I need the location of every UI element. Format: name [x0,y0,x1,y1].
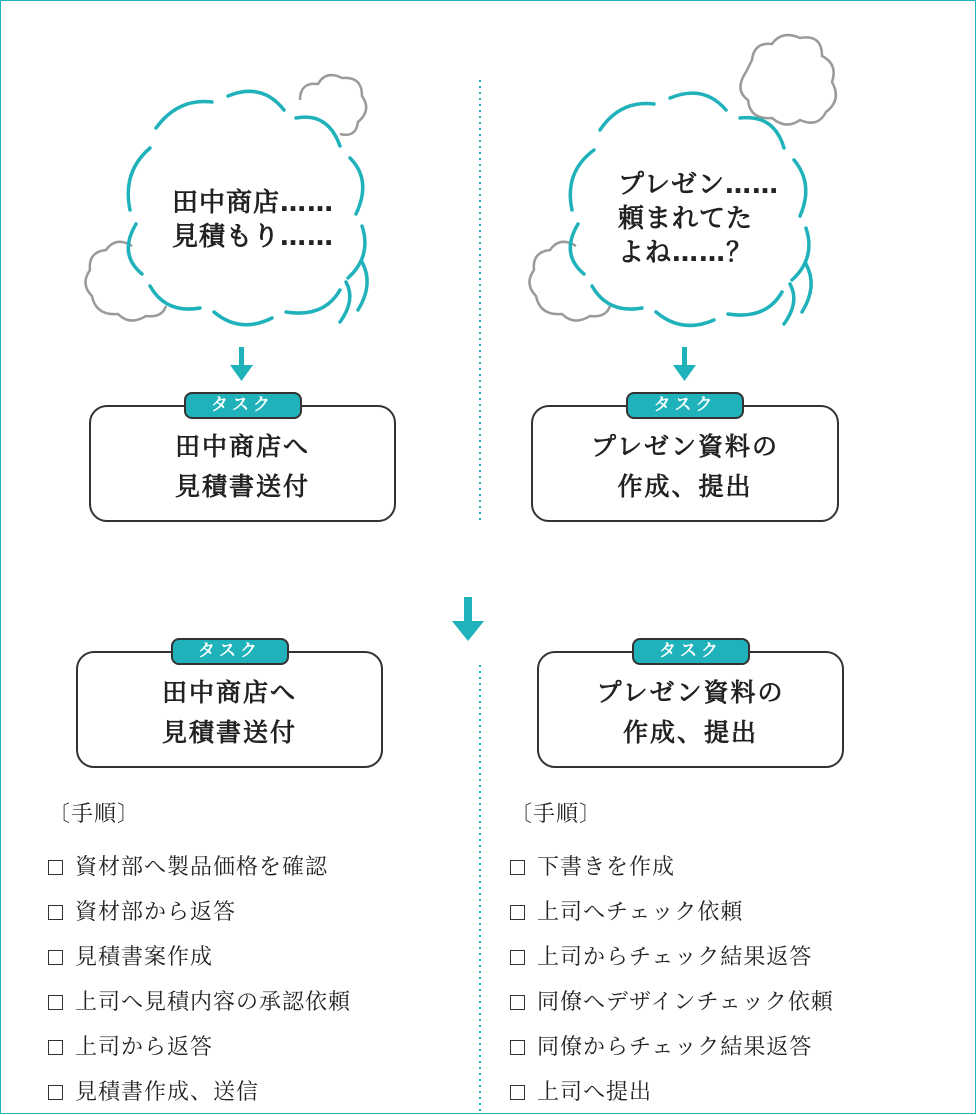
step-text: 上司へチェック依頼 [537,899,744,925]
task-line: 見積書送付 [174,471,310,501]
steps-list-right [510,800,834,1115]
task-line: 作成、提出 [622,717,758,747]
checkbox-icon[interactable] [510,950,525,965]
thought-line: 頼まれてた [618,204,754,234]
checkbox-icon[interactable] [48,950,63,965]
checkbox-icon[interactable] [48,860,63,875]
task-label: タスク [626,392,744,419]
list-item[interactable] [48,935,351,980]
step-text: 上司からチェック結果返答 [537,944,813,970]
step-text: 資材部から返答 [75,899,237,925]
checkbox-icon[interactable] [510,860,525,875]
checkbox-icon[interactable] [48,1040,63,1055]
checkbox-icon[interactable] [510,995,525,1010]
checkbox-icon[interactable] [48,995,63,1010]
task-box-bottom-left [76,641,383,768]
list-item[interactable] [48,890,351,935]
checkbox-icon[interactable] [510,1040,525,1055]
step-text: 同僚からチェック結果返答 [537,1034,813,1060]
checkbox-icon[interactable] [510,1085,525,1100]
task-label: タスク [184,392,302,419]
steps-heading: 〔手順〕 [48,802,141,827]
task-line: プレゼン資料の [590,431,779,461]
list-item[interactable] [510,980,834,1025]
gray-cloud-left-top [300,75,366,135]
list-item[interactable] [510,1025,834,1070]
list-item[interactable] [48,845,351,890]
arrow-center-large [452,597,484,641]
task-line: 見積書送付 [161,717,297,747]
thought-line: よね……？ [618,238,754,268]
thought-text-left [172,186,334,254]
list-item[interactable] [48,1025,351,1070]
task-line: 作成、提出 [617,471,753,501]
task-label: タスク [171,638,289,665]
step-text: 下書きを作成 [537,854,676,880]
list-item[interactable] [510,845,834,890]
step-text: 上司から返答 [75,1034,214,1060]
checkbox-icon[interactable] [48,905,63,920]
list-item[interactable] [48,1070,351,1115]
list-item[interactable] [48,980,351,1025]
thought-line: 見積もり…… [172,222,335,252]
thought-line: プレゼン…… [618,170,779,200]
step-text: 上司へ提出 [537,1079,653,1105]
task-box-bottom-right [537,641,844,768]
gray-cloud-right-top [740,35,835,124]
step-text: 上司へ見積内容の承認依頼 [75,989,352,1015]
task-label: タスク [632,638,750,665]
list-item[interactable] [510,1070,834,1115]
thought-line: 田中商店…… [172,188,335,218]
task-line: 田中商店へ [174,431,310,461]
arrow-left-small [230,347,253,381]
thought-text-right [618,168,779,270]
list-item[interactable] [510,935,834,980]
gray-cloud-left-bottom [85,242,166,321]
step-text: 見積書作成、送信 [75,1079,260,1105]
steps-heading: 〔手順〕 [510,802,603,827]
checkbox-icon[interactable] [510,905,525,920]
task-line: プレゼン資料の [596,677,785,707]
step-text: 同僚へデザインチェック依頼 [537,989,834,1015]
step-text: 資材部へ製品価格を確認 [75,854,329,880]
arrow-right-small [673,347,696,381]
steps-list-left [48,800,351,1115]
task-box-top-left [89,395,396,522]
step-text: 見積書案作成 [75,944,214,970]
task-line: 田中商店へ [161,677,297,707]
task-box-top-right [531,395,839,522]
list-item[interactable] [510,890,834,935]
checkbox-icon[interactable] [48,1085,63,1100]
